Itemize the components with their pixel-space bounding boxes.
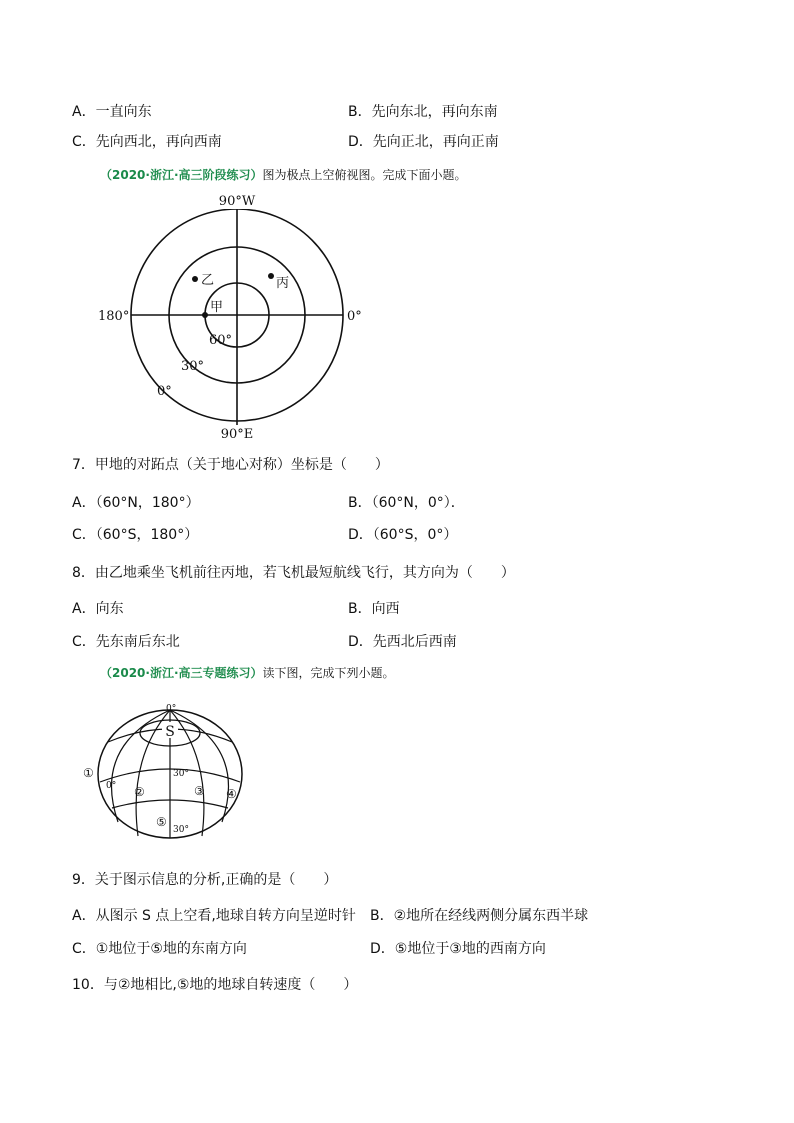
point-yi-label: 乙	[201, 273, 215, 288]
point-1: ①	[83, 766, 94, 780]
equator-label: 0°	[106, 781, 117, 791]
q9-option-b: B．②地所在经线两侧分属东西半球	[370, 908, 589, 924]
q10-stem: 10．与②地相比,⑤地的地球自转速度（ ）	[72, 977, 358, 993]
q7-option-c: C．（60°S，180°）	[72, 527, 199, 543]
q7-stem: 7．甲地的对跖点（关于地心对称）坐标是（ ）	[72, 457, 389, 473]
point-jia-dot	[202, 312, 208, 318]
label-90w: 90°W	[218, 194, 256, 209]
intro-2-text: 读下图，完成下列小题。	[262, 666, 395, 680]
polar-view-figure	[95, 188, 375, 446]
intro-2	[100, 664, 395, 682]
label-180: 180°	[98, 309, 130, 324]
point-2: ②	[134, 785, 145, 799]
q9-stem: 9．关于图示信息的分析,正确的是（ ）	[72, 872, 338, 888]
label-lat-60: 60°	[209, 333, 233, 348]
q8-option-a: A．向东	[72, 601, 124, 617]
q6-option-d: D．先向正北，再向正南	[348, 134, 499, 150]
label-lat-0: 0°	[157, 384, 172, 399]
intro-1-source: （2020·浙江·高三阶段练习）	[100, 168, 263, 182]
q8-stem: 8．由乙地乘坐飞机前往丙地，若飞机最短航线飞行，其方向为（ ）	[72, 565, 515, 581]
intro-1	[100, 166, 467, 184]
point-jia-label: 甲	[210, 300, 224, 315]
point-5: ⑤	[156, 815, 167, 829]
q8-option-d: D．先西北后西南	[348, 634, 457, 650]
q9-option-d: D．⑤地位于③地的西南方向	[370, 941, 546, 957]
intro-1-text: 图为极点上空俯视图。完成下面小题。	[262, 168, 467, 182]
intro-2-source: （2020·浙江·高三专题练习）	[100, 666, 263, 680]
lat-30-label-b: 30°	[173, 825, 189, 835]
label-lat-30: 30°	[181, 359, 205, 374]
pole-label-s: S	[165, 724, 175, 740]
q9-option-c: C．①地位于⑤地的东南方向	[72, 941, 247, 957]
top-lon-label: 0°	[166, 704, 177, 714]
globe-figure	[80, 698, 250, 840]
q7-option-a: A．（60°N，180°）	[72, 495, 200, 511]
q6-option-c: C．先向西北，再向西南	[72, 134, 222, 150]
q8-option-c: C．先东南后东北	[72, 634, 180, 650]
point-yi-dot	[192, 276, 198, 282]
q8-option-b: B．向西	[348, 601, 400, 617]
q6-option-b: B．先向东北，再向东南	[348, 104, 498, 120]
q9-option-a: A．从图示 S 点上空看,地球自转方向呈逆时针	[72, 908, 356, 924]
point-bing-label: 丙	[276, 276, 290, 291]
point-3: ③	[194, 784, 205, 798]
label-90e: 90°E	[220, 427, 254, 442]
lat-30-label-a: 30°	[173, 769, 189, 779]
label-0-lon: 0°	[347, 309, 362, 324]
point-4: ④	[226, 787, 237, 801]
q6-option-a: A．一直向东	[72, 104, 152, 120]
q7-option-b: B．（60°N，0°）．	[348, 495, 465, 511]
q7-option-d: D．（60°S，0°）	[348, 527, 458, 543]
point-bing-dot	[268, 273, 274, 279]
